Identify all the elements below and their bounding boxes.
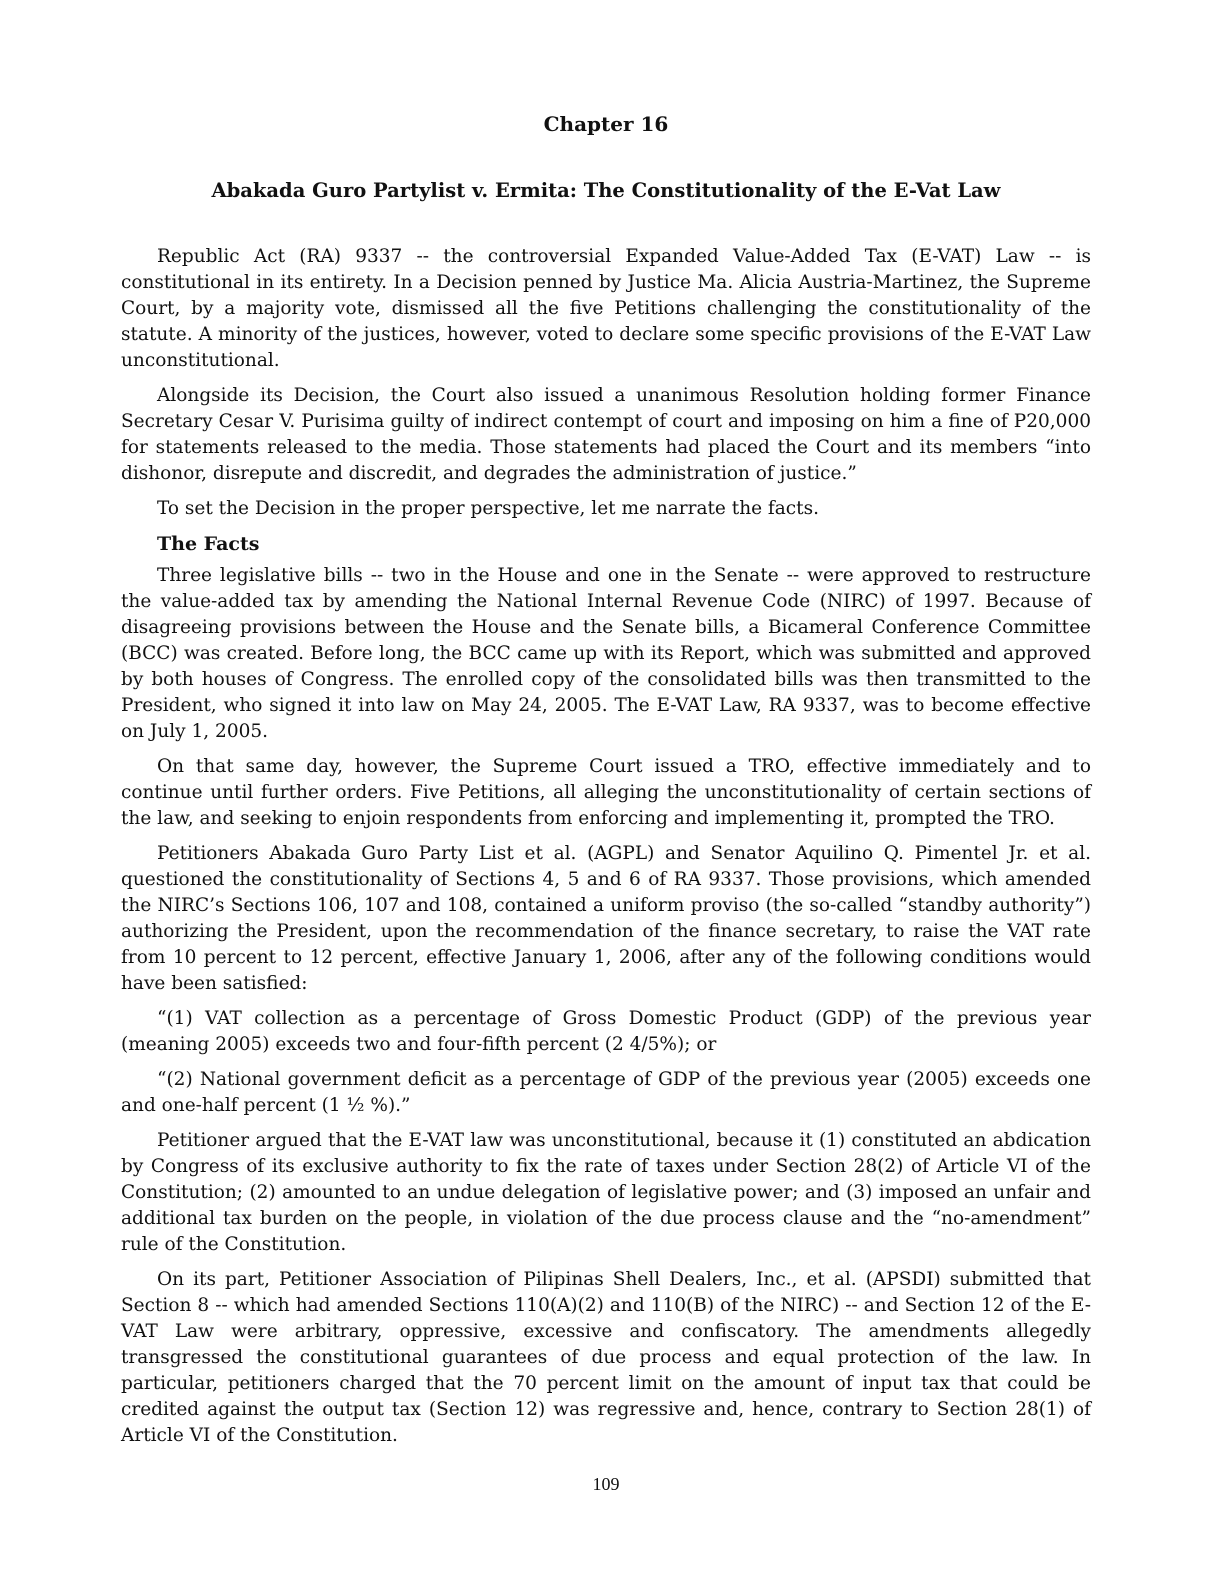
body-text [121, 244, 1091, 1458]
document-page [121, 0, 1091, 1584]
quoted-condition: “(1) VAT collection as a percentage of Gross Domestic Product (GDP) of the previous year (meaning 2005) exceeds two and four-fifth percent (2 4/5%); or [121, 1008, 1091, 1055]
paragraph: Republic Act (RA) 9337 -- the controversial Expanded Value-Added Tax (E-VAT) Law -- is constitutional in its entirety. In a Decision penned by Justice Ma. Alicia Austria-Martinez, the Supreme Court, by a majority vote, dismissed all the five Petitions challenging the constitutionality of the statute. A minority of the justices, however, voted to declare some specific provisions of the E-VAT Law unconstitutional. [121, 246, 1091, 371]
paragraph: On that same day, however, the Supreme Court issued a TRO, effective immediately and to continue until further orders. Five Petitions, all alleging the unconstitutionality of certain sections of the law, and seeking to enjoin respondents from enforcing and implementing it, prompted the TRO. [121, 756, 1091, 829]
paragraph: Three legislative bills -- two in the House and one in the Senate -- were approved to restructure the value-added tax by amending the National Internal Revenue Code (NIRC) of 1997. Because of disagreeing provisions between the House and the Senate bills, a Bicameral Conference Committee (BCC) was created. Before long, the BCC came up with its Report, which was submitted and approved by both houses of Congress. The enrolled copy of the consolidated bills was then transmitted to the President, who signed it into law on May 24, 2005. The E-VAT Law, RA 9337, was to become effective on July 1, 2005. [121, 565, 1091, 742]
chapter-heading: Chapter 16 [543, 112, 669, 136]
quoted-condition: “(2) National government deficit as a percentage of GDP of the previous year (2005) exceeds one and one-half percent (1 ½ %).” [121, 1069, 1091, 1116]
paragraph: To set the Decision in the proper perspective, let me narrate the facts. [157, 498, 819, 519]
paragraph: Alongside its Decision, the Court also issued a unanimous Resolution holding former Finance Secretary Cesar V. Purisima guilty of indirect contempt of court and imposing on him a fine of P20,000 for statements released to the media. Those statements had placed the Court and its members “into dishonor, disrepute and discredit, and degrades the administration of justice.” [121, 385, 1091, 484]
paragraph: On its part, Petitioner Association of Pilipinas Shell Dealers, Inc., et al. (APSDI) submitted that Section 8 -- which had amended Sections 110(A)(2) and 110(B) of the NIRC) -- and Section 12 of the E-VAT Law were arbitrary, oppressive, excessive and confiscatory. The amendments allegedly transgressed the constitutional guarantees of due process and equal protection of the law. In particular, petitioners charged that the 70 percent limit on the amount of input tax that could be credited against the output tax (Section 12) was regressive and, hence, contrary to Section 28(1) of Article VI of the Constitution. [121, 1269, 1091, 1446]
chapter-title: Abakada Guro Partylist v. Ermita: The Constitutionality of the E-Vat Law [211, 179, 1001, 202]
page-number: 109 [592, 1474, 620, 1494]
paragraph: Petitioners Abakada Guro Party List et al. (AGPL) and Senator Aquilino Q. Pimentel Jr. et al. questioned the constitutionality of Sections 4, 5 and 6 of RA 9337. Those provisions, which amended the NIRC’s Sections 106, 107 and 108, contained a uniform proviso (the so-called “standby authority”) authorizing the President, upon the recommendation of the finance secretary, to raise the VAT rate from 10 percent to 12 percent, effective January 1, 2006, after any of the following conditions would have been satisfied: [121, 843, 1091, 994]
section-heading: The Facts [157, 533, 260, 555]
paragraph: Petitioner argued that the E-VAT law was unconstitutional, because it (1) constituted an abdication by Congress of its exclusive authority to fix the rate of taxes under Section 28(2) of Article VI of the Constitution; (2) amounted to an undue delegation of legislative power; and (3) imposed an unfair and additional tax burden on the people, in violation of the due process clause and the “no-amendment” rule of the Constitution. [121, 1130, 1091, 1255]
